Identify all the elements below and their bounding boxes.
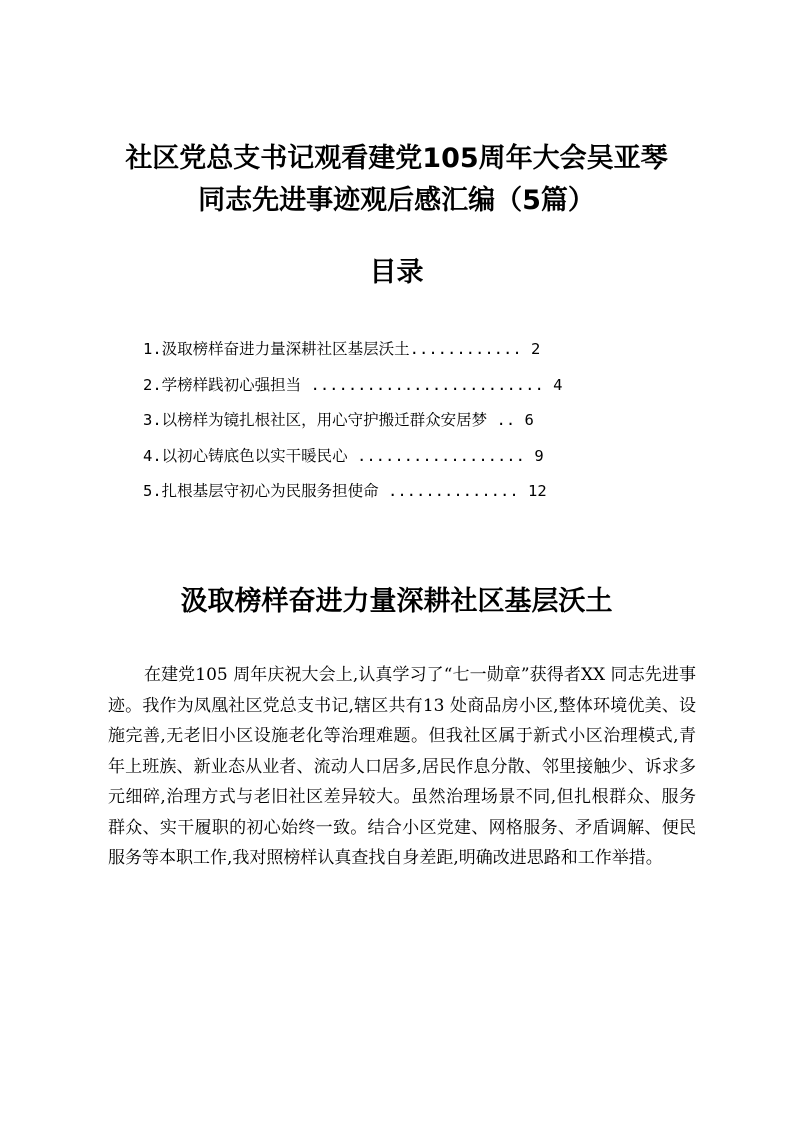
toc-item-title: 4.以初心铸底色以实干暖民心 (143, 446, 348, 465)
toc-dot-leader: .................. (347, 446, 525, 465)
toc-dot-leader: ............ (409, 340, 522, 358)
toc-dot-leader: .............. (378, 482, 519, 500)
document-title (0, 138, 793, 222)
toc-item-title: 3.以榜样为镜扎根社区，用心守护搬迁群众安居梦 (143, 411, 488, 429)
toc-heading: 目录 (369, 257, 424, 288)
toc-page-number: 9 (534, 446, 544, 465)
toc-item-3[interactable] (143, 405, 663, 441)
toc-item-title: 2.学榜样践初心强担当 (143, 375, 302, 394)
toc-page-number: 6 (524, 411, 534, 429)
section-title: 汲取榜样奋进力量深耕社区基层沃土 (180, 586, 613, 617)
toc-page-number: 2 (531, 340, 541, 358)
document-title-line-2: 同志先进事迹观后感汇编（5篇） (198, 185, 595, 216)
toc-item-4[interactable] (143, 441, 663, 477)
toc-page-number: 12 (528, 482, 547, 500)
document-title-line-1: 社区党总支书记观看建党105周年大会吴亚琴 (125, 143, 668, 174)
toc-item-1[interactable] (143, 334, 663, 370)
article-paragraph: 在建党105 周年庆祝大会上,认真学习了“七一勋章”获得者XX 同志先进事迹。我作为凤凰社区党总支书记,辖区共有13 处商品房小区,整体环境优美、设施完善,无老旧小区设施老化等治理难题。但我社区属于新式小区治理模式,青年上班族、新业态从业者、流动人口居多,居民作息分散、邻里接触少、诉求多元细碎,治理方式与老旧社区差异较大。虽然治理场景不同,但扎根群众、服务群众、实干履职的初心始终一致。结合小区党建、网格服务、矛盾调解、便民服务等本职工作,我对照榜样认真查找自身差距,明确改进思路和工作举措。 (108, 665, 696, 868)
toc-dot-leader: ......................... (301, 375, 544, 394)
toc-page-number: 4 (553, 375, 563, 394)
toc-item-title: 5.扎根基层守初心为民服务担使命 (143, 482, 379, 500)
toc-dot-leader: .. (487, 411, 516, 429)
toc-item-5[interactable] (143, 476, 663, 512)
table-of-contents (143, 334, 663, 512)
toc-item-2[interactable] (143, 370, 663, 406)
toc-item-title: 1.汲取榜样奋进力量深耕社区基层沃土 (143, 340, 410, 358)
